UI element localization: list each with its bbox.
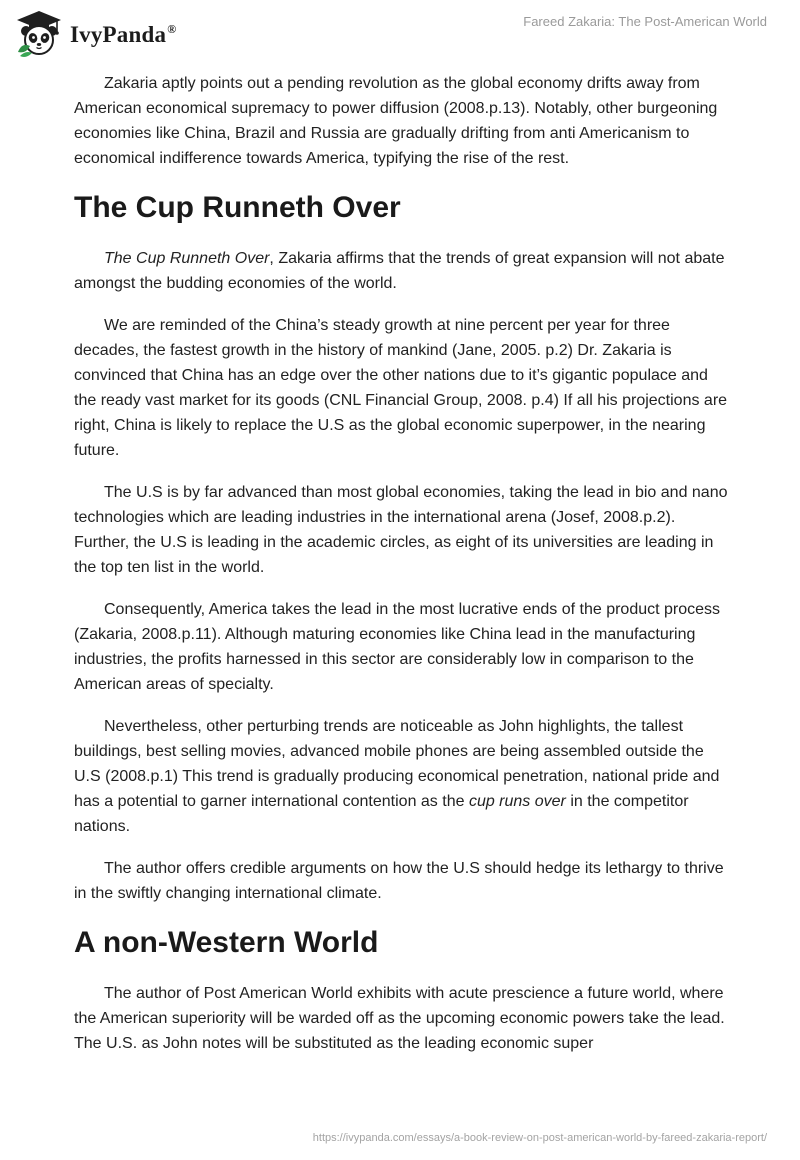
article-body bbox=[74, 71, 734, 1073]
paragraph: We are reminded of the China’s steady growth at nine percent per year for three decades, the fastest growth in the history of mankind (Jane, 2005. p.2) Dr. Zakaria is convinced that China has an edge over the other nations due to it’s gigantic populace and the ready vast market for its goods (CNL Financial Group, 2008. p.4) If all his projections are right, China is likely to replace the U.S as the global economic superpower, in the nearing future. bbox=[74, 317, 728, 459]
section-heading-cup-runneth-over: The Cup Runneth Over bbox=[74, 191, 401, 224]
paragraph: Nevertheless, other perturbing trends are noticeable as John highlights, the tallest buildings, best selling movies, advanced mobile phones are being assembled outside the U.S (2008.p.1) This trend is gradually producing economical penetration, national pride and has a potential to garner international contention as the cup runs over in the competitor nations. bbox=[74, 718, 720, 835]
italic-title: The Cup Runneth Over bbox=[104, 250, 270, 267]
page-header bbox=[0, 0, 800, 70]
paragraph: Zakaria aptly points out a pending revolution as the global economy drifts away from American economical supremacy to power diffusion (2008.p.13). Notably, other burgeoning economies like China, Brazil and Russia are gradually drifting from anti Americanism to economical indifference towards America, typifying the rise of the rest. bbox=[74, 75, 718, 167]
ivypanda-logo[interactable] bbox=[14, 8, 176, 58]
paragraph: The U.S is by far advanced than most global economies, taking the lead in bio and nano technologies which are leading industries in the international arena (Josef, 2008.p.2). Further, the U.S is leading in the academic circles, as eight of its universities are leading in the top ten list in the world. bbox=[74, 484, 728, 576]
panda-graduate-icon bbox=[14, 8, 64, 58]
logo-wordmark: IvyPanda® bbox=[70, 22, 177, 47]
document-title: Fareed Zakaria: The Post-American World bbox=[523, 14, 767, 29]
paragraph: Consequently, America takes the lead in the most lucrative ends of the product process (Zakaria, 2008.p.11). Although maturing economies like China lead in the manufacturing industries, the profits harnessed in this sector are considerably low in comparison to the American areas of specialty. bbox=[74, 601, 721, 693]
paragraph: The author of Post American World exhibits with acute prescience a future world, where the American superiority will be warded off as the upcoming economic powers take the lead. The U.S. as John notes will be substituted as the leading economic super bbox=[74, 985, 725, 1052]
registered-mark: ® bbox=[167, 22, 177, 37]
paragraph: The Cup Runneth Over, Zakaria affirms that the trends of great expansion will not abate amongst the budding economies of the world. bbox=[74, 250, 725, 292]
section-heading-non-western-world: A non-Western World bbox=[74, 926, 379, 959]
paragraph: The author offers credible arguments on how the U.S should hedge its lethargy to thrive in the swiftly changing international climate. bbox=[74, 860, 724, 902]
source-url[interactable]: https://ivypanda.com/essays/a-book-review-on-post-american-world-by-fareed-zakaria-report/ bbox=[312, 1132, 767, 1144]
italic-phrase: cup runs over bbox=[468, 793, 566, 810]
